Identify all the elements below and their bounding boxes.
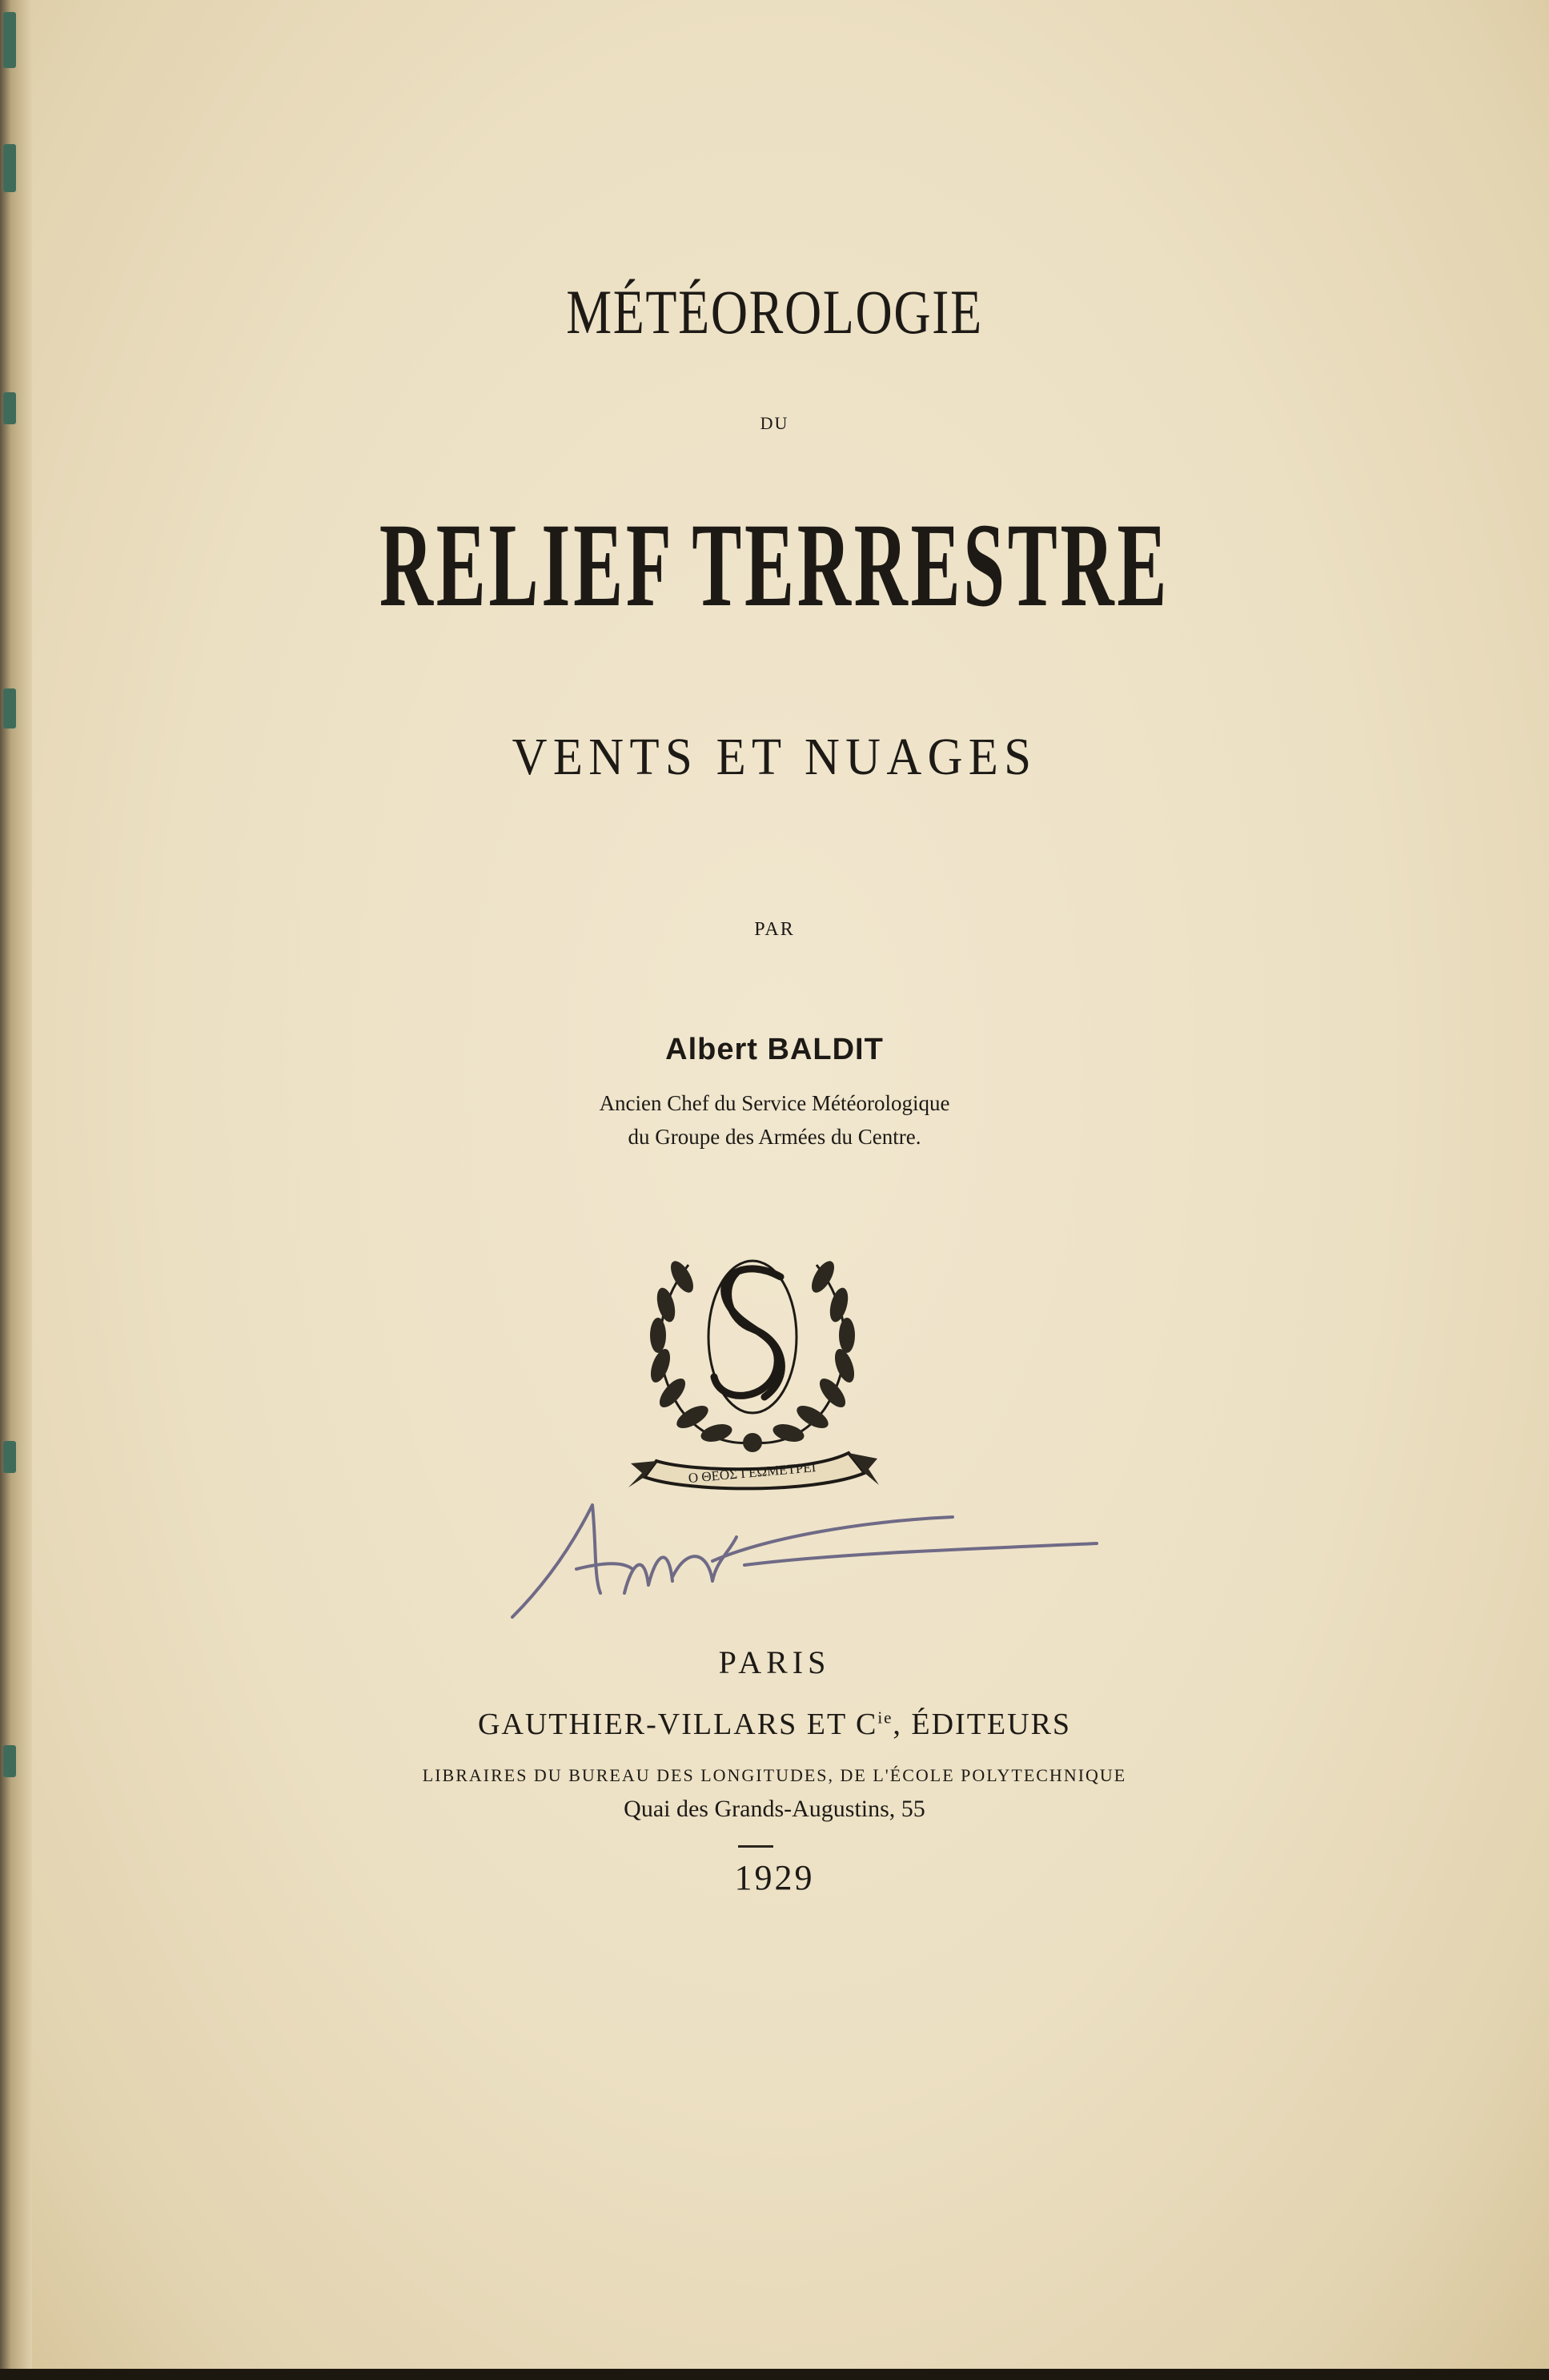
- binding-mark: [3, 144, 16, 192]
- imprint-divider: [738, 1845, 773, 1848]
- imprint-city: PARIS: [718, 1644, 831, 1680]
- publisher-monogram-wreath-icon: [624, 1233, 881, 1497]
- byline-par: PAR: [754, 919, 795, 940]
- binding-mark: [3, 12, 16, 68]
- author-name: Albert BALDIT: [665, 1033, 884, 1066]
- publisher-superscript: ie: [877, 1708, 893, 1728]
- author-role-line-1: Ancien Chef du Service Météorologique: [599, 1091, 950, 1115]
- imprint-address: Quai des Grands-Augustins, 55: [624, 1796, 925, 1822]
- subtitle: VENTS ET NUAGES: [512, 728, 1037, 786]
- binding-mark: [3, 688, 16, 728]
- imprint-year: 1929: [734, 1858, 815, 1897]
- title-connector: DU: [760, 413, 789, 433]
- binding-mark: [3, 1441, 16, 1473]
- publisher-role: , ÉDITEURS: [893, 1708, 1072, 1741]
- handwritten-signature: [504, 1473, 1113, 1633]
- emblem-motto: Ο ΘΕΟΣ ΓΕΩΜΕΤΡΕΙ: [688, 1459, 817, 1486]
- page-bottom-edge: [0, 2369, 1549, 2380]
- binding-edge: [0, 0, 32, 2380]
- imprint-libraires: LIBRAIRES DU BUREAU DES LONGITUDES, DE L'ÉCOLE POLYTECHNIQUE: [422, 1765, 1127, 1785]
- author-role-line-2: du Groupe des Armées du Centre.: [628, 1125, 921, 1149]
- title-line-2: RELIEF TERRESTRE: [379, 499, 1170, 632]
- publisher-name: GAUTHIER-VILLARS ET C: [477, 1708, 878, 1741]
- title-line-1: MÉTÉOROLOGIE: [566, 277, 983, 347]
- imprint-publisher: [0, 1707, 1549, 1742]
